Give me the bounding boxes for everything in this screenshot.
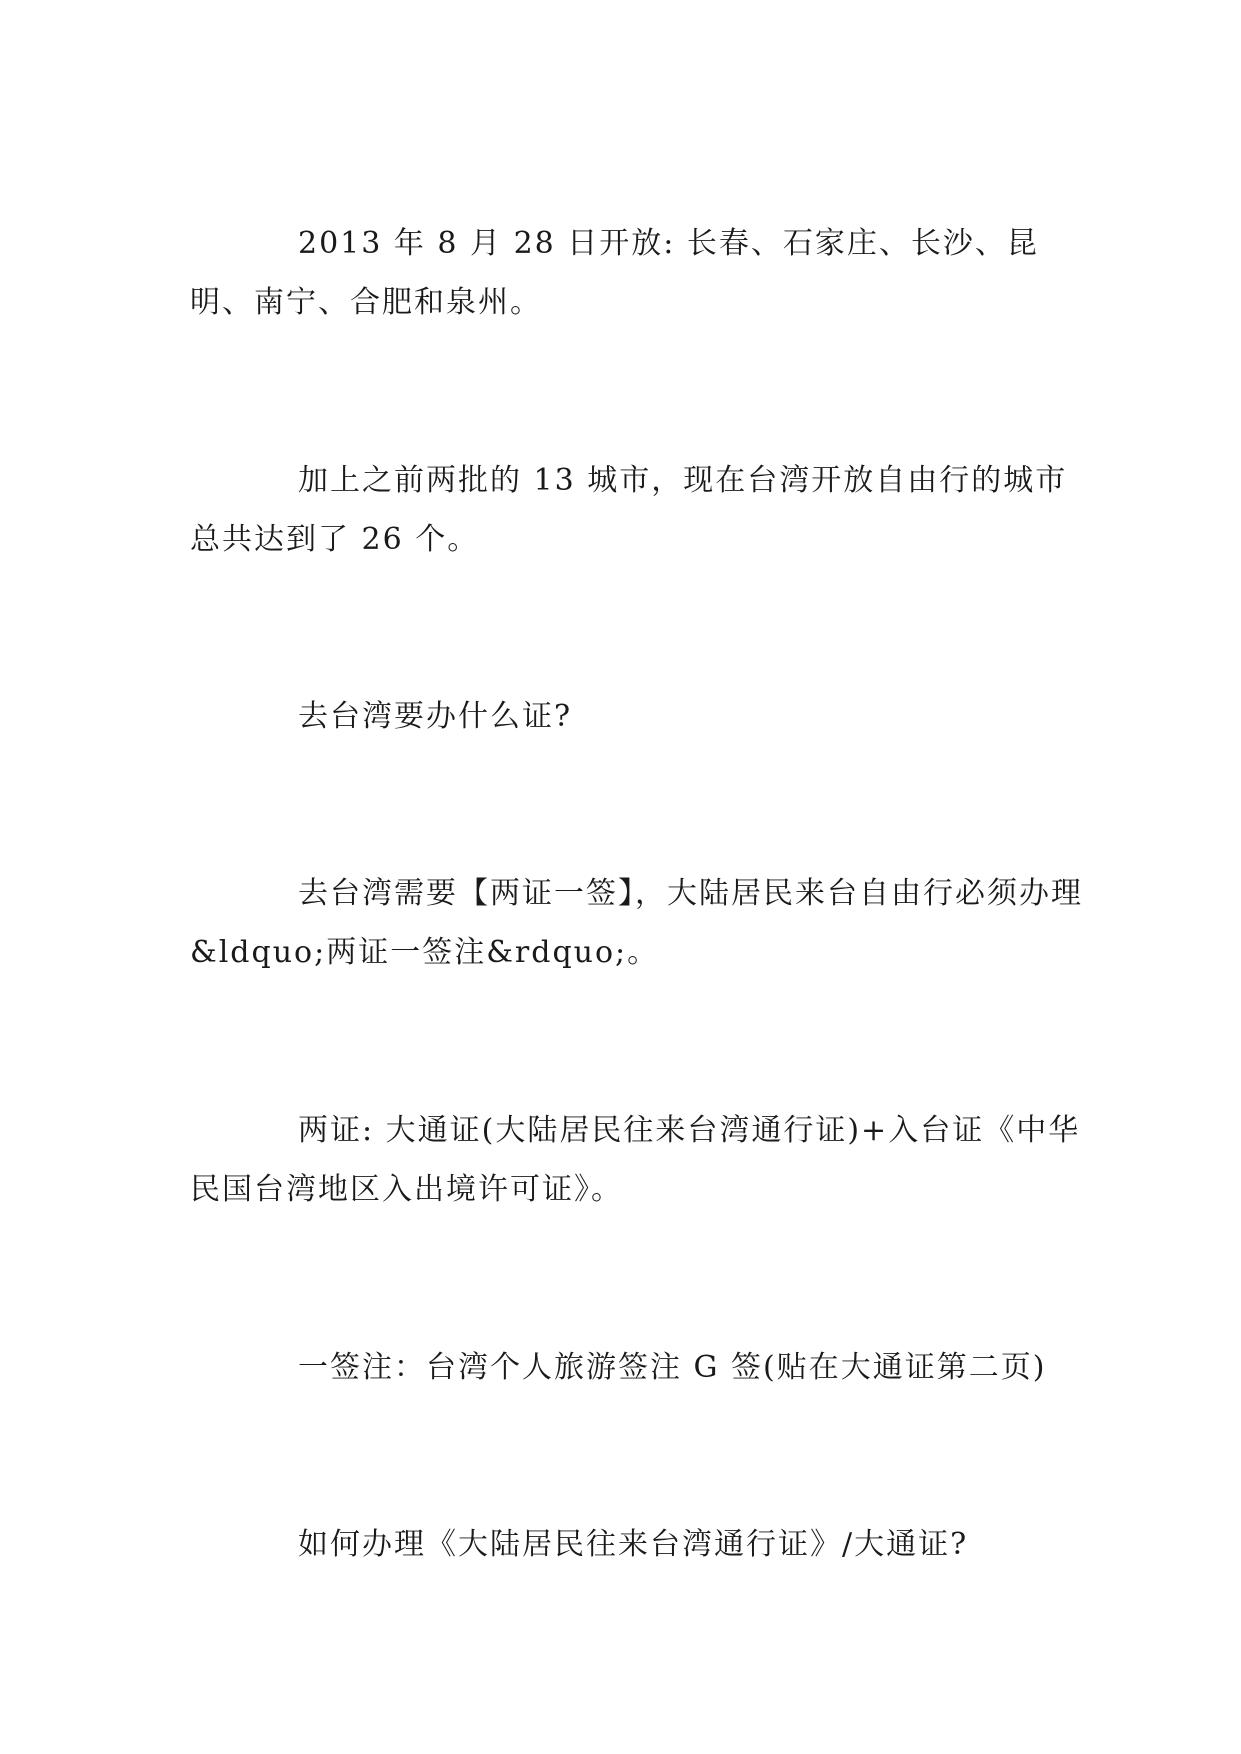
paragraph-question-documents: 去台湾要办什么证? bbox=[298, 699, 573, 734]
paragraph-visa-detail: 一签注：台湾个人旅游签注 G 签(贴在大通证第二页) bbox=[298, 1350, 1047, 1385]
paragraph-opening-cities: 2013 年 8 月 28 日开放: 长春、石家庄、长沙、昆明、南宁、合肥和泉州。 bbox=[190, 226, 1039, 320]
paragraph-two-permits-detail: 两证: 大通证(大陆居民往来台湾通行证)+入台证《中华民国台湾地区入出境许可证》。 bbox=[190, 1113, 1081, 1207]
paragraph-question-how-to-apply: 如何办理《大陆居民往来台湾通行证》/大通证? bbox=[298, 1527, 969, 1562]
paragraph-total-cities: 加上之前两批的 13 城市，现在台湾开放自由行的城市总共达到了 26 个。 bbox=[190, 463, 1068, 557]
paragraph-two-permits-one-visa: 去台湾需要【两证一签】，大陆居民来台自由行必须办理&ldquo;两证一签注&rdquo;。 bbox=[190, 876, 1083, 970]
